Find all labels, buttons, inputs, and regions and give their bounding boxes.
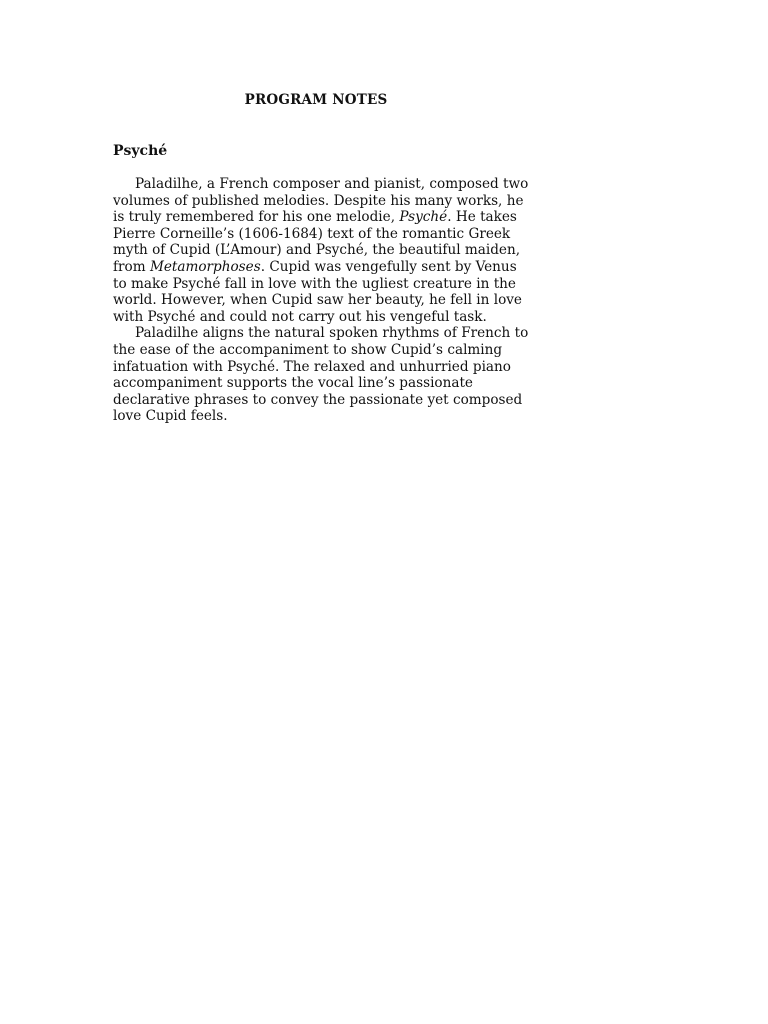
- page-title: PROGRAM NOTES: [244, 92, 388, 108]
- paragraph-2: Paladilhe aligns the natural spoken rhythms of French to the ease of the accompaniment to show Cupid’s calming infatuation with Psyché. The relaxed and unhurried piano accompaniment supports the vocal line’s passionate declarative phrases to convey the passionate yet composed love Cupid feels.: [113, 325, 529, 425]
- section-heading: Psyché: [113, 143, 168, 159]
- italic-title-metamorphoses: Metamorphoses: [149, 258, 261, 275]
- body-text: [113, 176, 533, 425]
- paragraph-1-text-b: . He takes Pierre Corneille’s (1606-1684) text of the romantic Greek myth of Cupid (L’Amour) and Psyché, the beautiful maiden, from: [113, 209, 521, 275]
- paragraph-1: [113, 176, 533, 325]
- paragraph-1-text-c: . Cupid was vengefully sent by Venus to make Psyché fall in love with the ugliest creature in the world. However, when Cupid saw her beauty, he fell in love with Psyché and could not carry out his vengeful task.: [113, 258, 522, 325]
- paragraph-1-text-a: Paladilhe, a French composer and pianist, composed two volumes of published melodies. Despite his many works, he is truly remembered for his one melodie,: [113, 176, 529, 226]
- italic-title-psyche: Psyché: [399, 209, 448, 226]
